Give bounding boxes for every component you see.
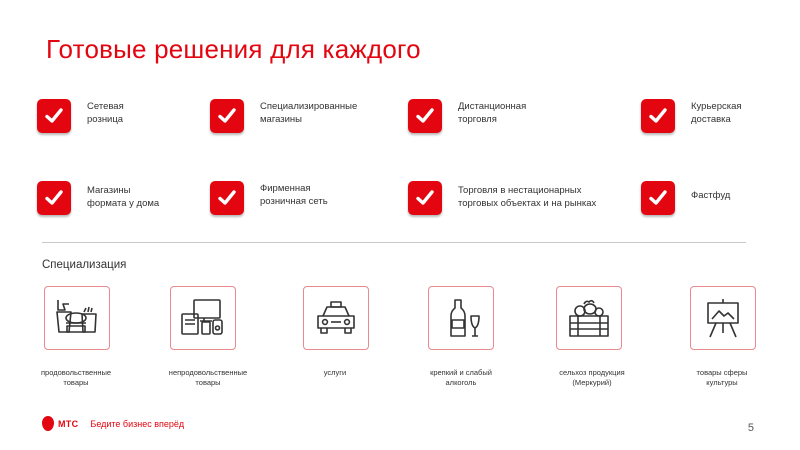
checkmark-icon (641, 181, 675, 215)
solution-item (641, 181, 730, 215)
slide-title: Готовые решения для каждого (46, 34, 421, 64)
checkmark-icon (210, 181, 244, 215)
spec-card-culture (690, 286, 756, 350)
specialization-heading: Специализация (42, 259, 127, 271)
tagline: Бедите бизнес вперёд (90, 418, 185, 429)
solution-item (641, 99, 742, 133)
easel-icon (700, 296, 746, 340)
logo-text: МТС (58, 418, 79, 429)
solution-label: Дистанционная торговля (458, 101, 527, 125)
mts-logo-icon (42, 416, 54, 431)
spec-label-culture: товары сферы культуры (696, 368, 748, 387)
solution-label: Специализированные магазины (260, 101, 358, 125)
checkmark-icon (37, 181, 71, 215)
footer-brand (42, 416, 184, 431)
spec-label-agro: сельхоз продукция (Меркурий) (559, 368, 625, 387)
solution-label: Торговля в нестационарных торговых объектах и на рынках (458, 185, 597, 209)
solution-item (210, 99, 357, 133)
alcohol-icon (438, 296, 484, 340)
spec-card-agro (556, 286, 622, 350)
solution-label: Сетевая розница (87, 101, 124, 125)
taxi-icon (313, 298, 359, 338)
spec-card-nonfood (170, 286, 236, 350)
page-number: 5 (747, 422, 754, 434)
spec-card-services (303, 286, 369, 350)
appliances-icon (178, 296, 228, 340)
spec-card-food (44, 286, 110, 350)
spec-label-nonfood: непродовольственные товары (168, 368, 248, 387)
spec-card-alcohol (428, 286, 494, 350)
solution-label: Магазины формата у дома (87, 185, 160, 209)
checkmark-icon (641, 99, 675, 133)
checkmark-icon (210, 99, 244, 133)
spec-label-food: продовольственные товары (40, 368, 112, 387)
food-icon (52, 296, 102, 340)
solution-label: Фирменная розничная сеть (260, 183, 328, 207)
solution-item (210, 181, 328, 215)
spec-label-services: услуги (323, 368, 347, 377)
solution-item (37, 99, 124, 133)
section-divider (42, 242, 746, 243)
checkmark-icon (37, 99, 71, 133)
solution-label: Фастфуд (691, 190, 731, 201)
checkmark-icon (408, 99, 442, 133)
vegetable-crate-icon (564, 296, 614, 340)
solution-item (408, 99, 526, 133)
solution-label: Курьерская доставка (691, 101, 742, 125)
solution-item (408, 181, 596, 215)
solution-item (37, 181, 159, 215)
checkmark-icon (408, 181, 442, 215)
spec-label-alcohol: крепкий и слабый алкоголь (430, 368, 492, 387)
